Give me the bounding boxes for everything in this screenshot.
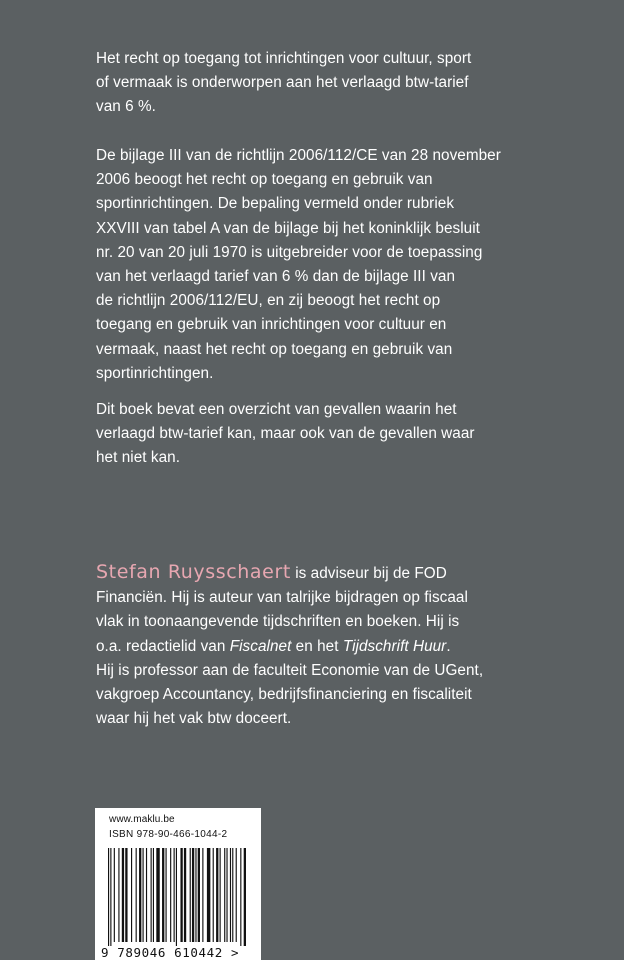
barcode-bar [240,848,241,946]
bio-line [96,560,556,586]
text-line: of vermaak is onderworpen aan het verlaagd btw-tarief [96,74,469,92]
publisher-url: www.maklu.be [109,814,175,825]
text-line: sportinrichtingen. De bepaling vermeld onder rubriek [96,195,455,213]
bio-line: Hij is professor aan de faculteit Economie van de UGent, [96,661,484,679]
barcode-digits: 9 789046 610442 > [101,945,240,960]
barcode-bar [136,848,137,942]
text-line: sportinrichtingen. [96,364,214,382]
barcode-bar [151,848,152,942]
text-line: van het verlaagd tarief van 6 % dan de bijlage III van [96,268,456,286]
barcode-bar [220,848,221,942]
barcode-bar [216,848,218,942]
text-line: van 6 %. [96,98,156,116]
barcode-bar [176,848,177,946]
text-line: Dit boek bevat een overzicht van gevallen waarin het [96,401,457,418]
barcode-bar [153,848,154,942]
text-line: nr. 20 van 20 juli 1970 is uitgebreider voor de toepassing [96,243,483,261]
bio-text: o.a. redactielid van [96,637,230,655]
barcode-bar [131,848,132,942]
barcode-bar [244,848,246,946]
bio-line: Financiën. Hij is auteur van talrijke bijdragen op fiscaal [96,589,468,607]
bio-line: vlak in toonaangevende tijdschriften en boeken. Hij is [96,613,460,631]
barcode-bar [202,848,203,942]
blurb-paragraph-3 [96,398,556,471]
bio-text: en het [291,637,343,655]
barcode-bar [190,848,191,942]
bio-line [96,635,556,659]
barcode-bar [195,848,196,942]
bio-line: waar hij het vak btw doceert. [96,710,292,728]
text-line: het niet kan. [96,449,180,467]
text-line: XXVIII van tabel A van de bijlage bij het koninklijk besluit [96,219,480,237]
bio-line: vakgroep Accountancy, bedrijfsfinanciering en fiscaliteit [96,686,472,704]
barcode-bar [236,848,237,942]
bio-text: . [446,637,451,655]
text-line: 2006 beoogt het recht op toegang en gebruik van [96,171,433,189]
barcode-bar [146,848,147,942]
barcode-bar [110,848,111,946]
isbn-text: ISBN 978-90-466-1044-2 [109,829,228,840]
barcode-bar [114,848,115,942]
barcode-bar [143,848,144,942]
barcode-bar [170,848,171,942]
barcode-bar [198,848,200,942]
barcode-graphic [106,848,250,946]
barcode-bar [184,848,186,942]
text-line: vermaak, naast het recht op toegang en gebruik van [96,340,453,358]
barcode-bar [166,848,167,942]
author-bio [96,560,556,731]
author-name: Stefan Ruysschaert [96,561,291,583]
barcode-bar [118,848,119,942]
text-line: De bijlage III van de richtlijn 2006/112/CE van 28 november [96,147,501,164]
barcode-bar [174,848,175,942]
blurb-paragraph-1 [96,47,556,120]
barcode-bar [224,848,225,942]
text-line: de richtlijn 2006/112/EU, en zij beoogt het recht op [96,292,441,310]
barcode-bar [230,848,231,942]
barcode-bar [192,848,194,942]
publication-title: Tijdschrift Huur [342,637,447,655]
publication-title: Fiscalnet [229,637,292,655]
barcode-bar [122,848,124,942]
barcode-bar [232,848,233,942]
text-line: toegang en gebruik van inrichtingen voor cultuur en [96,316,447,334]
barcode-bar [139,848,141,942]
barcode-bar [125,848,127,942]
barcode-bar [156,848,159,942]
barcode-bar [213,848,214,942]
text-line: verlaagd btw-tarief kan, maar ook van de gevallen waar [96,425,475,443]
barcode-bar [226,848,227,942]
bio-text: is adviseur bij de FOD [290,565,447,582]
text-line: Het recht op toegang tot inrichtingen voor cultuur, sport [96,50,472,67]
barcode-bar [108,848,109,946]
barcode-label [95,808,261,960]
barcode-bar [162,848,164,942]
barcode-bar [180,848,182,942]
blurb-paragraph-2 [96,144,556,386]
barcode-bar [207,848,210,942]
